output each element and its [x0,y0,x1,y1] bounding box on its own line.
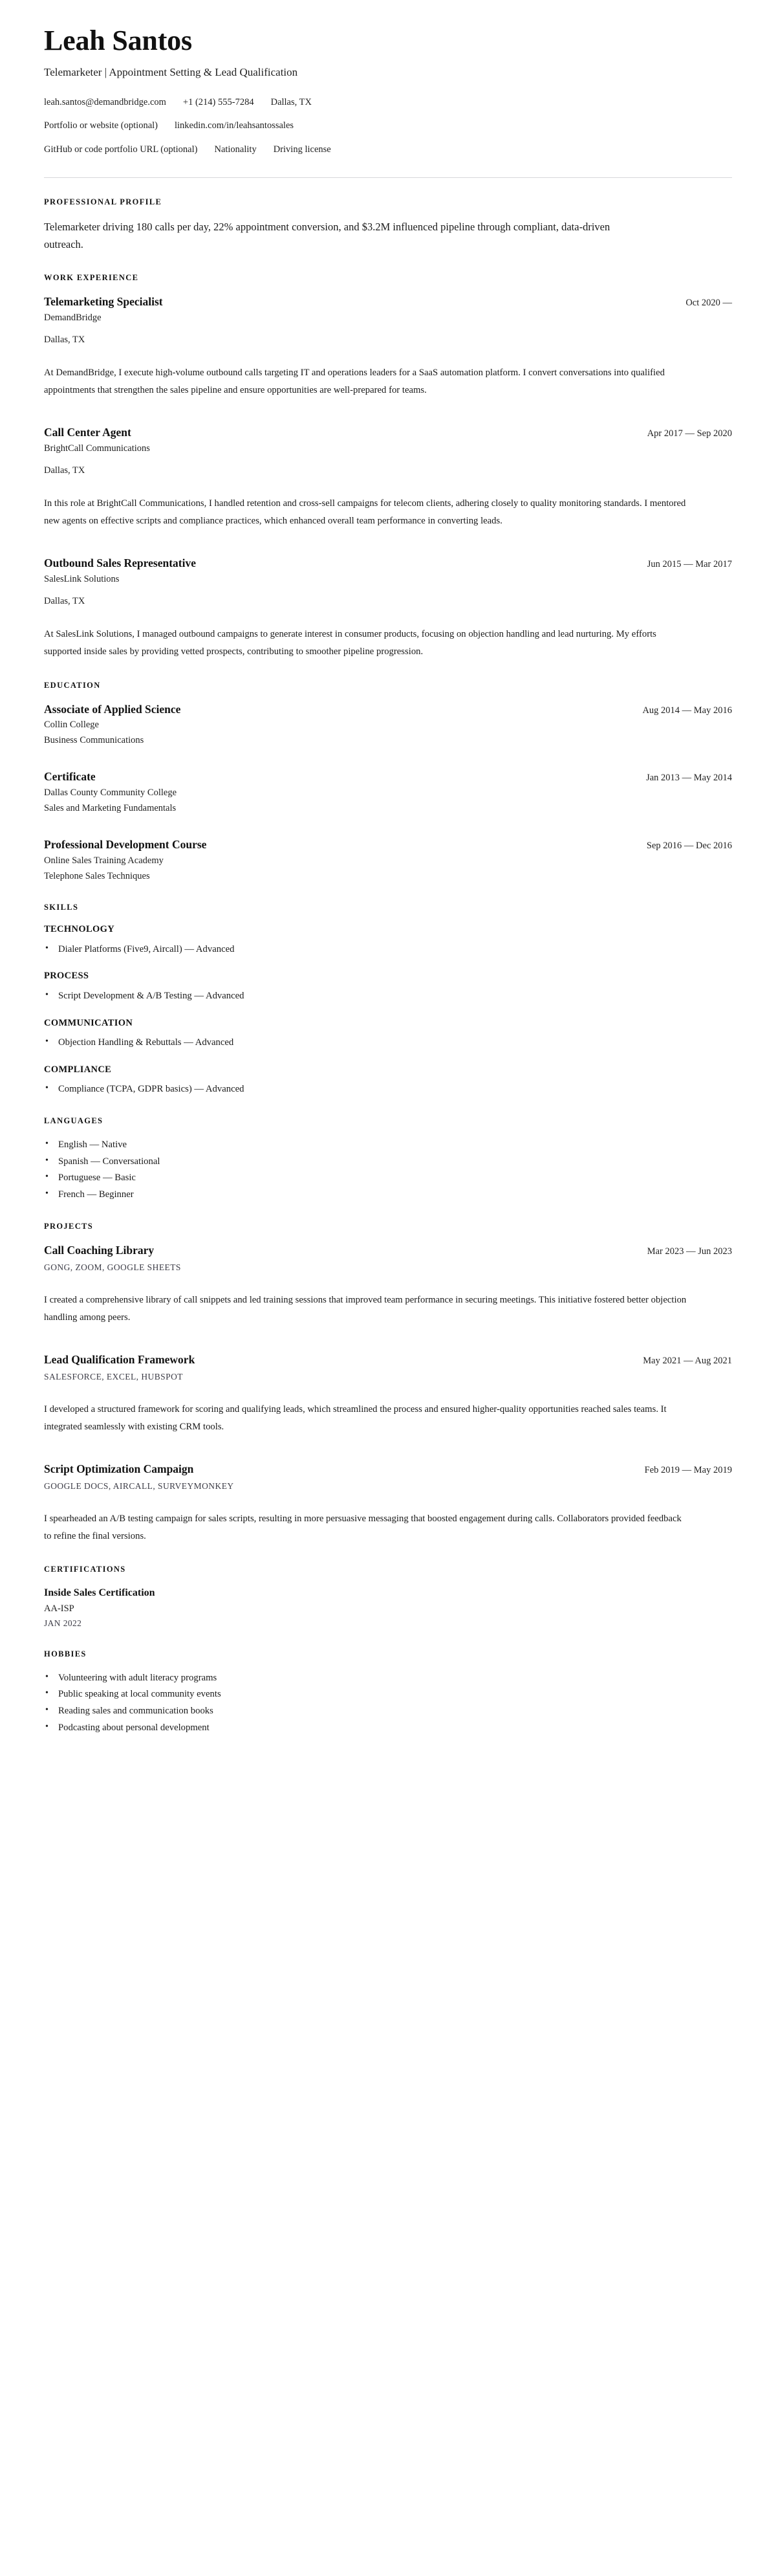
project-description: I spearheaded an A/B testing campaign for sales scripts, resulting in more persuasive messaging that boosted engagement during calls. Collaborators provided feedback to refine the final versions. [44,1513,682,1542]
education-date-range: Aug 2014 — May 2016 [642,705,732,716]
project-name: Script Optimization Campaign [44,1462,194,1476]
certification-entry [44,1586,732,1629]
section-professional-profile [44,178,732,253]
section-title-languages: LANGUAGES [44,1116,103,1125]
skill-group-communication [44,1018,732,1050]
job-date-range: Apr 2017 — Sep 2020 [647,428,732,439]
list-item: • Reading sales and communication books [44,1704,732,1719]
education-date-range: Jan 2013 — May 2014 [646,773,732,784]
education-degree: Certificate [44,770,96,784]
entry-header [44,556,732,571]
education-field: Telephone Sales Techniques [44,871,150,882]
job-location: Dallas, TX [44,334,85,345]
certification-date: JAN 2022 [44,1618,82,1628]
contact-row-links [44,120,732,133]
project-date-range: May 2021 — Aug 2021 [643,1356,732,1367]
contact-linkedin[interactable]: linkedin.com/in/leahsantossales [174,120,294,131]
contact-driving-license: Driving license [273,144,331,155]
project-name: Call Coaching Library [44,1244,155,1257]
work-experience-entry [44,556,732,661]
list-item: • Dialer Platforms (Five9, Aircall) — Advanced [44,942,732,957]
project-date-range: Mar 2023 — Jun 2023 [647,1246,732,1257]
entry-header [44,1352,732,1367]
education-degree: Professional Development Course [44,838,207,852]
education-school: Collin College [44,720,99,731]
project-entry [44,1243,732,1327]
candidate-headline: Telemarketer | Appointment Setting & Lead Qualification [44,65,298,78]
education-date-range: Sep 2016 — Dec 2016 [646,841,732,852]
job-title: Outbound Sales Representative [44,556,196,570]
section-title-hobbies: HOBBIES [44,1649,87,1658]
hobbies-list [44,1671,732,1735]
contact-location: Dallas, TX [270,96,312,107]
contact-github[interactable]: GitHub or code portfolio URL (optional) [44,144,198,155]
project-description: I created a comprehensive library of call snippets and led training sessions that improved team performance in securing meetings. This initiative fostered better objection handling among peers. [44,1294,687,1323]
contact-nationality: Nationality [214,144,257,155]
education-field: Business Communications [44,735,144,746]
skill-list [44,1082,732,1097]
section-title-education: EDUCATION [44,680,101,690]
job-date-range: Oct 2020 — [685,297,732,308]
page-bottom-spacer [44,1735,732,1774]
education-entry [44,769,732,815]
entry-header [44,837,732,852]
job-title: Telemarketing Specialist [44,294,163,308]
section-title-projects: PROJECTS [44,1222,94,1231]
section-hobbies [44,1630,732,1735]
section-certifications [44,1545,732,1629]
certification-issuer: AA-ISP [44,1603,74,1614]
work-experience-entry [44,294,732,399]
project-date-range: Feb 2019 — May 2019 [644,1465,732,1476]
skill-group-title: TECHNOLOGY [44,924,115,935]
contact-portfolio[interactable]: Portfolio or website (optional) [44,120,158,131]
list-item: • Script Development & A/B Testing — Advanced [44,989,732,1004]
entry-header [44,702,732,717]
job-description: In this role at BrightCall Communications, I handled retention and cross-sell campaigns for telecom clients, adhering closely to quality monitoring standards. I mentored new agents on effective scripts and compliance practices, which enhanced overall team performance in converting leads. [44,498,686,527]
education-field: Sales and Marketing Fundamentals [44,803,177,814]
entry-header [44,769,732,784]
entry-header [44,1243,732,1258]
list-item: • French — Beginner [44,1187,732,1202]
education-school: Online Sales Training Academy [44,855,164,866]
project-tech-stack: GONG, ZOOM, GOOGLE SHEETS [44,1262,181,1272]
skill-list [44,989,732,1004]
entry-header [44,1462,732,1477]
education-school: Dallas County Community College [44,787,177,798]
project-tech-stack: GOOGLE DOCS, AIRCALL, SURVEYMONKEY [44,1481,234,1492]
education-entry [44,837,732,883]
project-description: I developed a structured framework for scoring and qualifying leads, which streamlined the process and ensured higher-quality opportunities reached sales teams. It integrated seamlessly with existing CRM tools. [44,1404,667,1433]
work-experience-entry [44,425,732,530]
contact-phone[interactable]: +1 (214) 555-7284 [182,96,254,107]
project-entry [44,1462,732,1545]
section-projects [44,1202,732,1545]
job-company: DemandBridge [44,312,102,323]
contact-email[interactable]: leah.santos@demandbridge.com [44,96,166,107]
section-title-skills: SKILLS [44,903,79,912]
section-education [44,661,732,884]
list-item: • Podcasting about personal development [44,1721,732,1735]
skill-group-title: COMMUNICATION [44,1017,133,1028]
list-item: • Spanish — Conversational [44,1154,732,1169]
skill-list [44,1035,732,1050]
education-entry [44,702,732,748]
skill-list [44,942,732,957]
list-item: • Public speaking at local community events [44,1687,732,1702]
job-description: At DemandBridge, I execute high-volume outbound calls targeting IT and operations leaders for a SaaS automation platform. I convert conversations into qualified appointments that strengthen the sales pipeline and ensure opportunities are well-prepared for teams. [44,367,665,395]
job-date-range: Jun 2015 — Mar 2017 [647,559,732,570]
contact-row-primary [44,96,732,109]
candidate-name: Leah Santos [44,25,192,56]
section-languages [44,1097,732,1202]
skill-group-title: PROCESS [44,971,89,982]
skill-group-compliance [44,1064,732,1097]
job-title: Call Center Agent [44,426,131,439]
job-company: BrightCall Communications [44,443,150,454]
resume-header [44,0,732,178]
profile-summary-text: Telemarketer driving 180 calls per day, 22% appointment conversion, and $3.2M influenced pipeline through compliant, data-driven outreach. [44,221,610,251]
contact-row-extra [44,144,732,157]
certification-name: Inside Sales Certification [44,1587,155,1599]
list-item: • Compliance (TCPA, GDPR basics) — Advanced [44,1082,732,1097]
entry-header [44,425,732,440]
list-item: • Portuguese — Basic [44,1171,732,1185]
project-entry [44,1352,732,1436]
job-company: SalesLink Solutions [44,574,120,585]
skill-group-technology [44,924,732,956]
list-item: • Objection Handling & Rebuttals — Advanced [44,1035,732,1050]
section-title-certifications: CERTIFICATIONS [44,1565,126,1574]
section-work-experience [44,254,732,661]
job-location: Dallas, TX [44,596,85,607]
section-title-work-experience: WORK EXPERIENCE [44,272,139,282]
skill-group-process [44,971,732,1003]
entry-header [44,294,732,309]
section-skills [44,883,732,1097]
project-name: Lead Qualification Framework [44,1353,195,1367]
list-item: • English — Native [44,1138,732,1152]
job-location: Dallas, TX [44,465,85,476]
section-title-profile: PROFESSIONAL PROFILE [44,197,162,207]
languages-list [44,1138,732,1202]
job-description: At SalesLink Solutions, I managed outbound campaigns to generate interest in consumer products, focusing on objection handling and lead nurturing. My efforts supported inside sales by providing vetted prospects, contributing to smoother pipeline progression. [44,629,656,657]
education-degree: Associate of Applied Science [44,702,181,716]
project-tech-stack: SALESFORCE, EXCEL, HUBSPOT [44,1371,183,1382]
list-item: • Volunteering with adult literacy programs [44,1671,732,1686]
skill-group-title: COMPLIANCE [44,1064,112,1075]
